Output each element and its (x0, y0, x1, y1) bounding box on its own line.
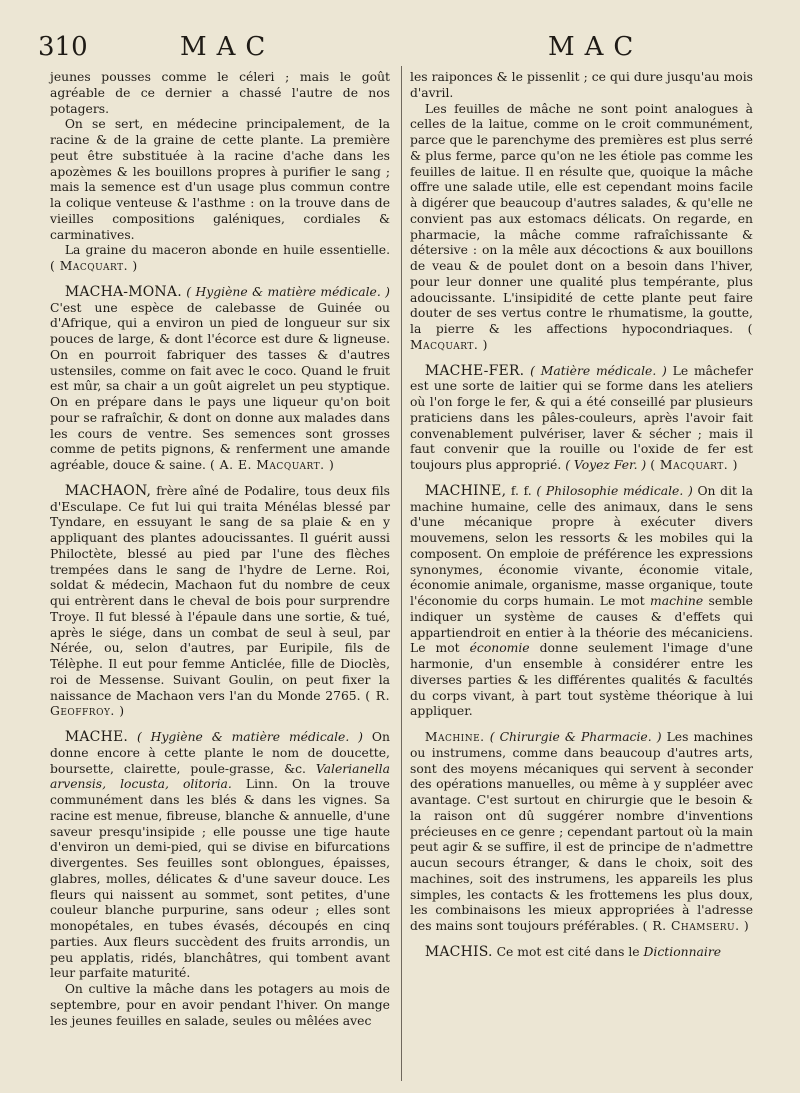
emphasized-word: économie (469, 641, 530, 656)
running-head-left: MAC (180, 32, 276, 62)
entry-subject: ( Philosophie médicale. ) (536, 483, 693, 498)
signature: ( Macquart. ) (50, 259, 138, 273)
entry-subject: ( Matière médicale. ) (530, 363, 667, 378)
entry-headword: Machine. (424, 730, 485, 744)
entry-headword: MACHA-MONA. (64, 283, 182, 300)
signature: ( R. Chamseru. ) (642, 919, 750, 933)
entry-text: Linn. On la trouve communément dans les blés & dans les vignes. Sa racine est menue, fibreuse, blanche & annuelle, d'une saveur presqu'insipide ; elle pousse une tige haute d'environ un demi-pied, qui se divise en bifurcations divergentes. Ses feuilles sont oblongues, épaisses, glabres, molles, délicates & d'une saveur douce. Les fleurs qui naissent au sommet, sont petites, d'une couleur blanche purpurine, sans odeur ; elles sont monopétales, en tubes évasés, découpés en cinq parties. Aux fleurs succèdent des fruits arrondis, un peu applatis, ridés, blanchâtres, qui tombent avant leur parfaite maturité. (50, 777, 390, 981)
entry-text: On donne encore à cette plante le nom de doucette, boursette, clairette, poule-grasse, &c. (50, 730, 390, 776)
entry-headword: MACHINE, (424, 482, 507, 499)
entry-subject: ( Hygiène & matière médicale. ) (136, 730, 364, 744)
latin-name: Valerianella arvensis, locusta, olitoria. (50, 761, 390, 792)
entry-machine (410, 484, 753, 720)
entry-mache (50, 730, 390, 982)
entry-headword: MACHE-FER. (424, 362, 525, 379)
entry-headword: MACHIS. (424, 943, 493, 960)
entry-headword: MACHE. (64, 729, 129, 745)
entry-text: frère aîné de Podalire, tous deux fils d'Esculape. Ce fut lui qui traita Ménélas blessé par Tyndare, en essuyant le sang de sa plaie & en y appliquant des plantes adoucissantes. Il guérit aussi Philoctète, blessé au pied par l'une des flèches trempées dans le sang de l'hydre de Lerne. Roi, soldat & médecin, Machaon fut du nombre de ceux qui entrèrent dans le cheval de bois pour surprendre Troye. Il fut blessé à l'épaule dans une sortie, & tué, après le siége, dans un combat de seul à seul, par Nérée, ou, selon d'autres, par Euripile, fils de Télèphe. Il eut pour femme Anticlée, fille de Dioclès, roi de Messense. Suivant Goulin, on peut fixer la naissance de Machaon vers l'an du Monde 2765. (50, 483, 390, 703)
page-number: 310 (38, 32, 88, 62)
entry-text: Les machines ou instrumens, comme dans beaucoup d'autres arts, sont des moyens mécaniques qui servent à seconder des opérations manuelles, ou même à y suppléer avec avantage. C'est surtout en chirurgie que le besoin & la raison ont dû suggérer nombre d'inventions précieuses en ce genre ; cependant partout où la main peut agir & se suffire, il est de principe de n'admettre aucun secours étranger, & dans le choix, soit des machines, soit des instrumens, les appareils les plus simples, les contacts & les frottemens les plus doux, les combinaisons les mieux appropriées à l'adresse des mains sont toujours préférables. (410, 730, 753, 933)
cross-reference: ( Voyez Fer. ) (565, 458, 647, 472)
signature: ( R. Geoffroy. ) (50, 688, 390, 719)
right-column (410, 70, 753, 961)
entry-text: semble indiquer un système de causes & d'effets qui appartiendroit en entier à la théorie des mécaniciens. Le mot (410, 594, 753, 656)
entry-gender: f. f. (510, 483, 532, 498)
entry-text: Ce mot est cité dans le (496, 944, 640, 959)
signature: ( Macquart. ) (650, 458, 738, 472)
entry-subject: ( Chirurgie & Pharmacie. ) (489, 730, 662, 744)
entry-subject: ( Hygiène & matière médicale. ) (186, 284, 390, 299)
emphasized-word: machine (650, 594, 704, 608)
running-head-right: MAC (548, 32, 644, 62)
entry-machis (410, 945, 753, 961)
paragraph: On se sert, en médecine principalement, de la racine & de la graine de cette plante. La première peut être substituée à la racine d'ache dans les apozèmes & les bouillons propres à purifier le sang ; mais la semence est d'un usage plus commun contre la colique venteuse & l'asthme : on la trouve dans de vieilles compositions galéniques, cordiales & carminatives. (50, 117, 390, 242)
paragraph-text: Les feuilles de mâche ne sont point analogues à celles de la laitue, comme on le croit communément, parce que le parenchyme des premières est plus serré & plus ferme, parce qu'on ne les étiole pas comme les feuilles de laitue. Il en résulte que, quoique la mâche offre une salade utile, elle est cependant moins facile à digérer que beaucoup d'autres salades, & qu'elle ne convient pas aux estomacs délicats. On regarde, en pharmacie, la mâche comme rafraîchissante & détersive : on la mêle aux décoctions & aux bouillons de veau & de poulet dont on a besoin dans l'hiver, pour leur donner une qualité plus tempérante, plus adoucissante. L'insipidité de cette plante peut faire douter de ses vertus contre le rhumatisme, la goutte, la pierre & les affections hypocondriaques. (410, 101, 753, 336)
paragraph: jeunes pousses comme le céleri ; mais le goût agréable de ce dernier a chassé l'autre de nos potagers. (50, 70, 390, 116)
signature: ( A. E. Macquart. ) (209, 458, 335, 472)
entry-text: On dit la machine humaine, celle des animaux, dans le sens d'une mécanique propre à exécuter divers mouvemens, selon les ressorts & les mobiles qui la composent. On emploie de préférence les expressions synonymes, économie vivante, économie vitale, économie animale, organisme, masse organique, toute l'économie du corps humain. Le mot (410, 483, 753, 608)
signature: ( Macquart. ) (410, 322, 753, 352)
entry-machaon (50, 484, 390, 720)
entry-macha-mona (50, 285, 390, 474)
paragraph (410, 102, 753, 354)
entry-text: donne seulement l'image d'une harmonie, d'un ensemble à considérer entre les diverses parties & les différentes qualités & facultés du corps vivant, à part tout système théorique à lui appliquer. (410, 641, 753, 719)
paragraph: On cultive la mâche dans les potagers au mois de septembre, pour en avoir pendant l'hiver. On mange les jeunes feuilles en salade, seules ou mêlées avec (50, 982, 390, 1028)
paragraph: les raiponces & le pissenlit ; ce qui dure jusqu'au mois d'avril. (410, 70, 753, 100)
paragraph (50, 243, 390, 275)
paragraph-text: La graine du maceron abonde en huile essentielle. (64, 243, 390, 258)
entry-mache-fer (410, 364, 753, 474)
entry-machine-chirurgie (410, 730, 753, 935)
column-divider (401, 66, 402, 1081)
entry-text: C'est une espèce de calebasse de Guinée ou d'Afrique, qui a environ un pied de longueur sur six pouces de large, & dont l'écorce est dure & ligneuse. On en pourroit fabriquer des tasses & d'autres ustensiles, comme on fait avec le coco. Quand le fruit est mûr, sa chair a un goût aigrelet un peu styptique. On en prépare dans le pays une liqueur qu'on boit pour se rafraîchir, & dont on donne aux malades dans les cours de ventre. Ses semences sont grosses comme de petits pignons, & renferment une amande agréable, douce & saine. (50, 300, 390, 472)
entry-headword: MACHAON, (64, 482, 152, 499)
left-column (50, 70, 390, 1029)
entry-text: Le mâchefer est une sorte de laitier qui se forme dans les ateliers où l'on forge le fer, & qui a été conseillé par plusieurs praticiens dans les pâles-couleurs, après l'avoir fait convenablement pulvériser, laver & sécher ; mais il faut convenir que la rouille ou l'oxide de fer est toujours plus approprié. (410, 363, 753, 472)
page-header (0, 28, 800, 68)
emphasized-word: Dictionnaire (643, 944, 722, 959)
